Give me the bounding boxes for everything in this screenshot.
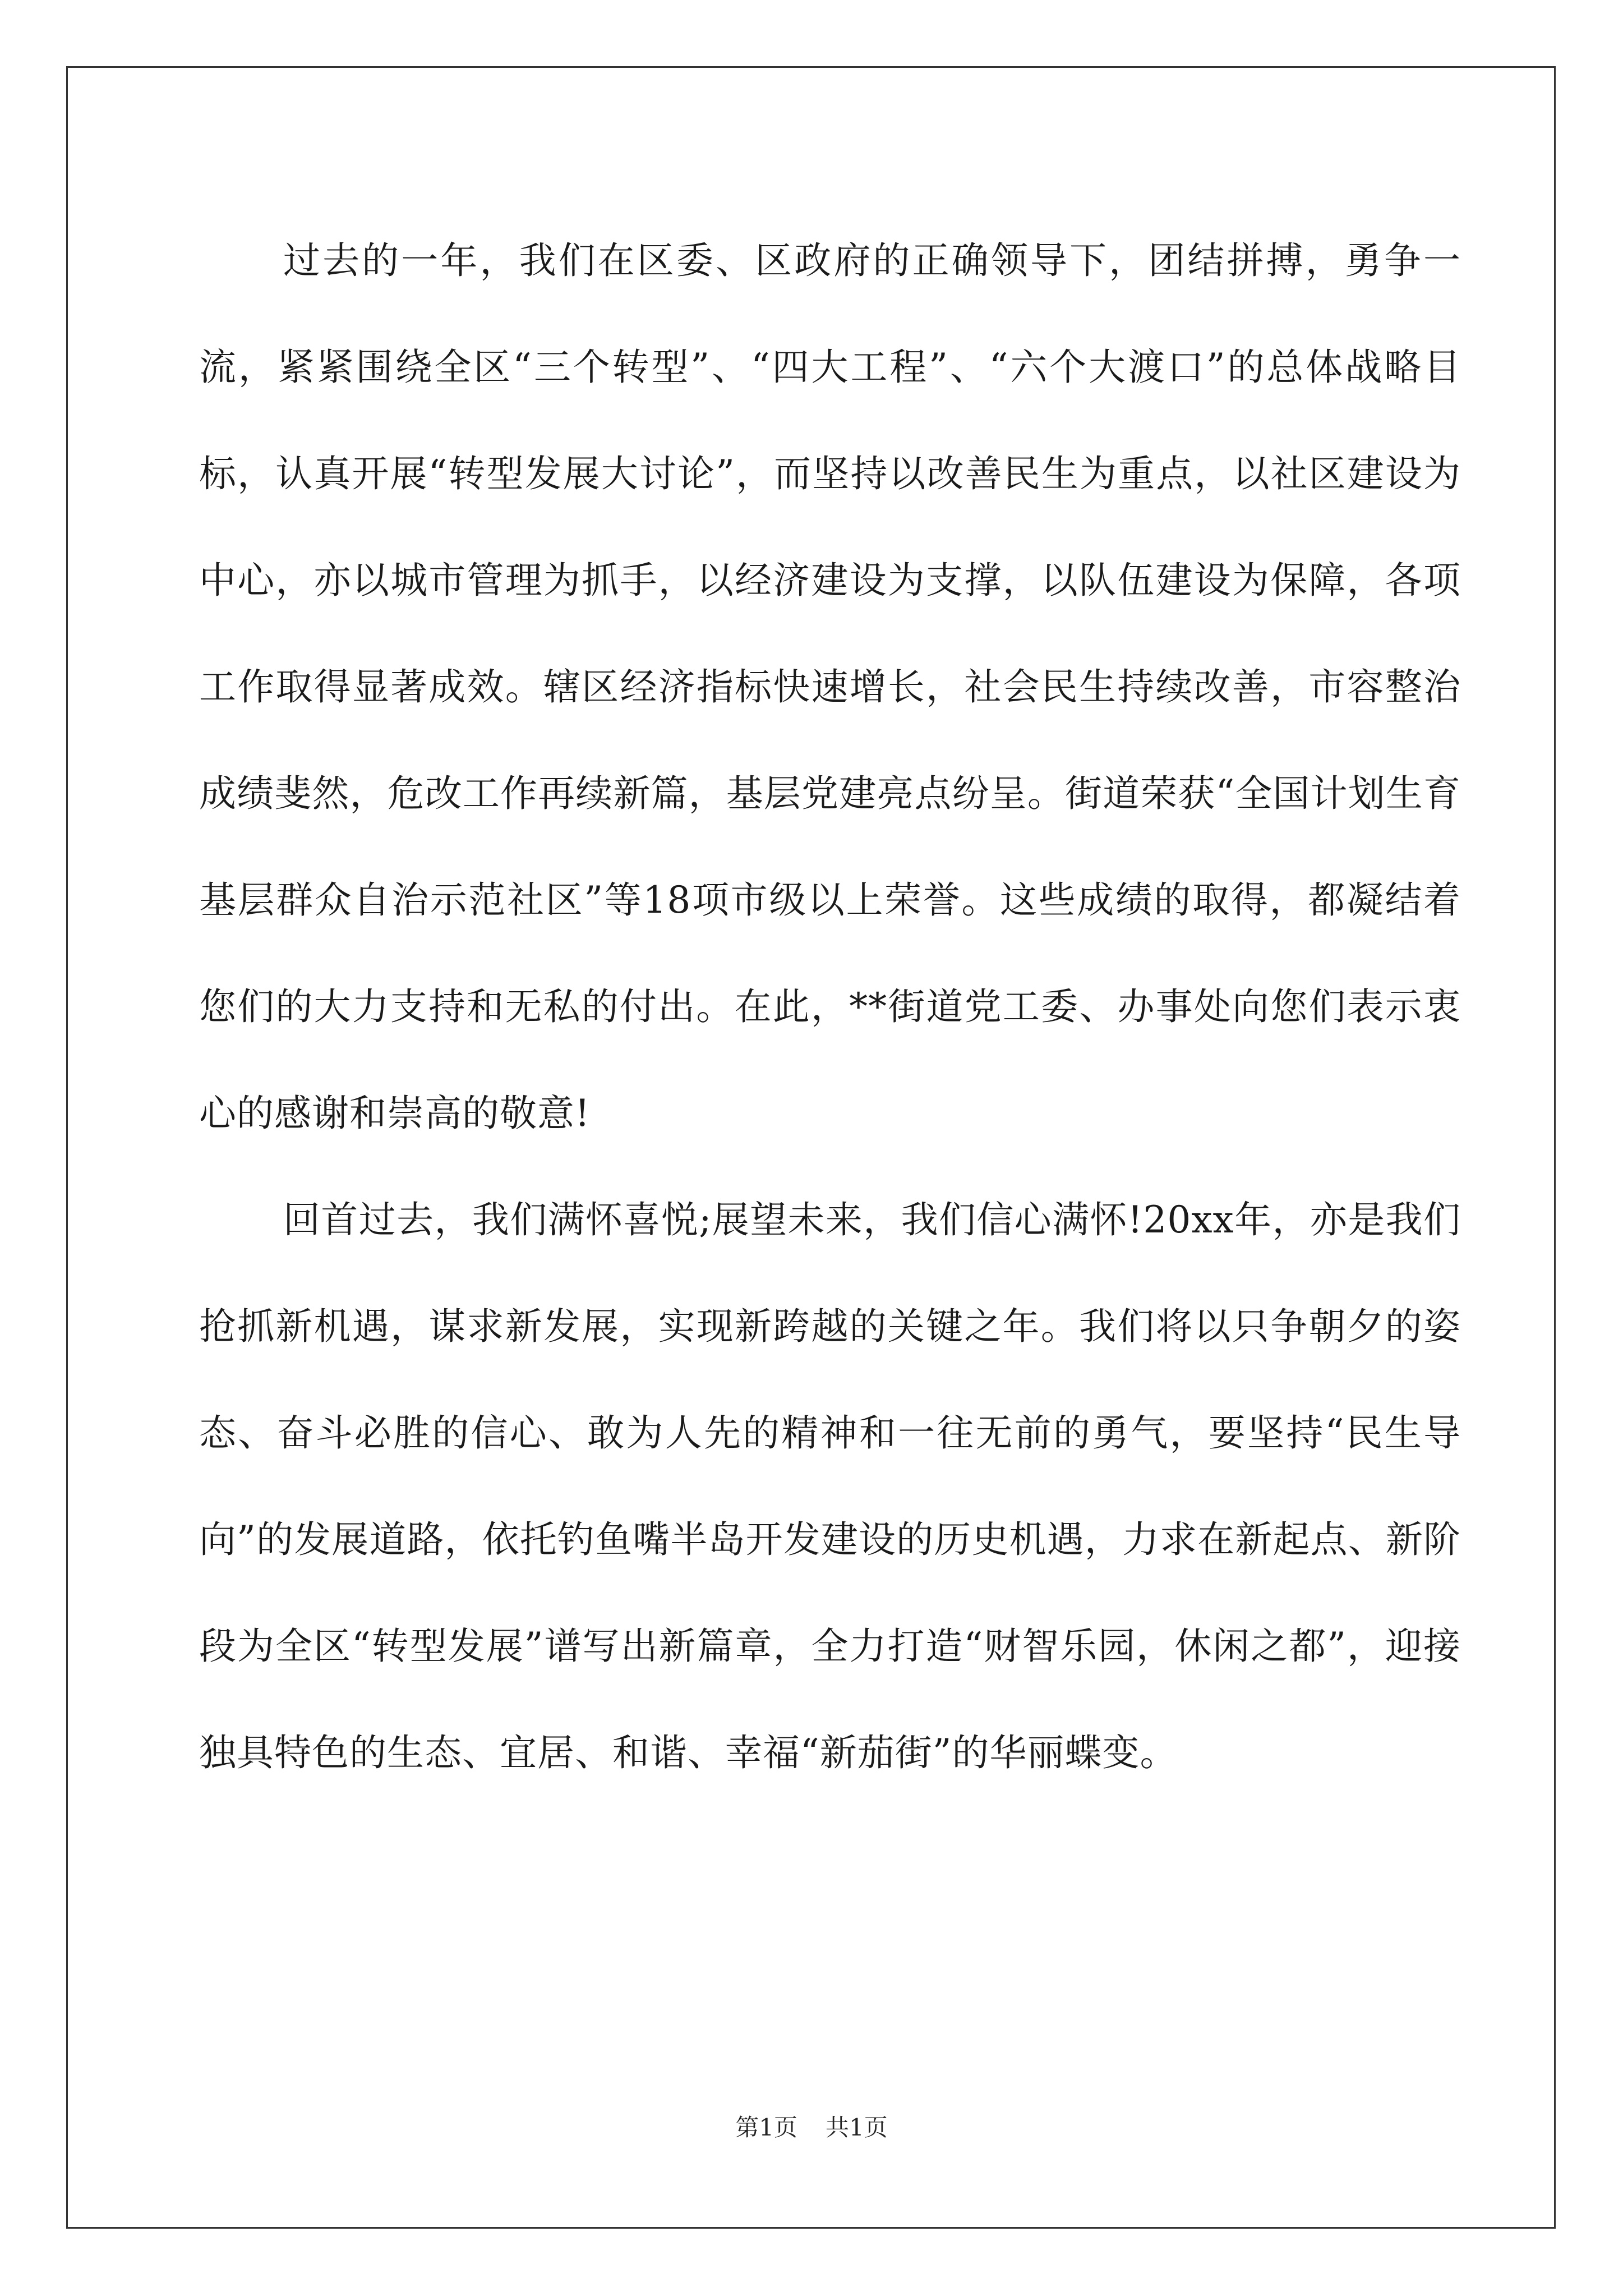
document-body [199, 208, 1461, 1806]
paragraph-2: 回首过去，我们满怀喜悦;展望未来，我们信心满怀!20xx年，亦是我们抢抓新机遇，谋求新发展，实现新跨越的关键之年。我们将以只争朝夕的姿态、奋斗必胜的信心、敢为人先的精神和一往无前的勇气，要坚持“民生导向”的发展道路，依托钓鱼嘴半岛开发建设的历史机遇，力求在新起点、新阶段为全区“转型发展”谱写出新篇章，全力打造“财智乐园，休闲之都”，迎接独具特色的生态、宜居、和谐、幸福“新茄街”的华丽蝶变。 [199, 1198, 1461, 1774]
page-number-current: 第1页 [735, 2114, 797, 2141]
page-footer [0, 2109, 1623, 2143]
paragraph-1: 过去的一年，我们在区委、区政府的正确领导下，团结拼搏，勇争一流，紧紧围绕全区“三个转型”、“四大工程”、“六个大渡口”的总体战略目标，认真开展“转型发展大讨论”，而坚持以改善民生为重点，以社区建设为中心，亦以城市管理为抓手，以经济建设为支撑，以队伍建设为保障，各项工作取得显著成效。辖区经济指标快速增长，社会民生持续改善，市容整治成绩斐然，危改工作再续新篇，基层党建亮点纷呈。街道荣获“全国计划生育基层群众自治示范社区”等18项市级以上荣誉。这些成绩的取得，都凝结着您们的大力支持和无私的付出。在此，**街道党工委、办事处向您们表示衷心的感谢和崇高的敬意! [199, 239, 1461, 1135]
page-number-total: 共1页 [826, 2114, 888, 2141]
